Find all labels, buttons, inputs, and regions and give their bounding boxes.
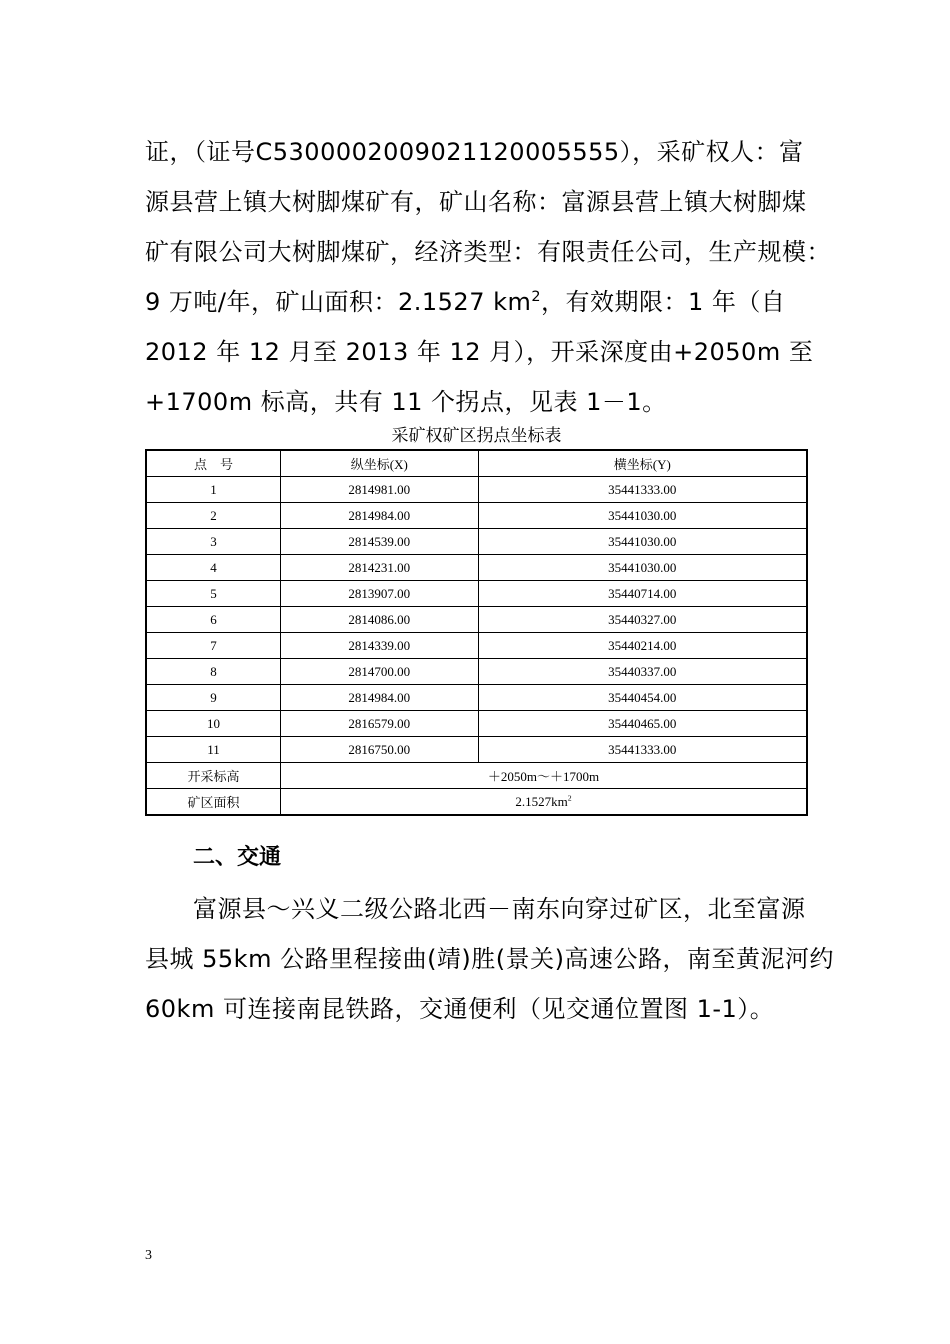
- area-label: 矿区面积: [146, 789, 281, 816]
- section-heading-transport: 二、交通: [193, 845, 282, 870]
- header-y: 横坐标(Y): [478, 450, 807, 477]
- x-coordinate: 2814700.00: [281, 659, 478, 685]
- x-coordinate: 2816750.00: [281, 737, 478, 763]
- table-row: [146, 555, 807, 581]
- area-superscript: 2: [567, 793, 572, 803]
- point-number: 7: [146, 633, 281, 659]
- table-row-elevation: [146, 763, 807, 789]
- header-point: 点 号: [146, 450, 281, 477]
- text-line-area: [145, 277, 810, 327]
- y-coordinate: 35441030.00: [478, 555, 807, 581]
- table-row: [146, 477, 807, 503]
- page-number: 3: [145, 1248, 152, 1263]
- elevation-value: ＋2050m～＋1700m: [281, 763, 807, 789]
- x-coordinate: 2813907.00: [281, 581, 478, 607]
- text-line: 矿有限公司大树脚煤矿，经济类型：有限责任公司，生产规模：: [145, 238, 831, 266]
- coordinate-table: [145, 449, 808, 816]
- text-line: 证，（证号C5300002009021120005555），采矿权人：富: [145, 138, 804, 166]
- text-line: 2012 年 12 月至 2013 年 12 月），开采深度由+2050m 至: [145, 338, 814, 366]
- table-row: [146, 581, 807, 607]
- text-segment: ，有效期限：1 年（自: [541, 288, 786, 316]
- y-coordinate: 35440327.00: [478, 607, 807, 633]
- y-coordinate: 35441333.00: [478, 737, 807, 763]
- y-coordinate: 35440714.00: [478, 581, 807, 607]
- table-row: [146, 529, 807, 555]
- point-number: 5: [146, 581, 281, 607]
- header-x: 纵坐标(X): [281, 450, 478, 477]
- text-line: 60km 可连接南昆铁路，交通便利（见交通位置图 1-1）。: [145, 995, 775, 1023]
- y-coordinate: 35441333.00: [478, 477, 807, 503]
- y-coordinate: 35440454.00: [478, 685, 807, 711]
- x-coordinate: 2814984.00: [281, 503, 478, 529]
- x-coordinate: 2814539.00: [281, 529, 478, 555]
- y-coordinate: 35441030.00: [478, 503, 807, 529]
- table-row: [146, 685, 807, 711]
- point-number: 4: [146, 555, 281, 581]
- table-row: [146, 503, 807, 529]
- text-line: +1700m 标高，共有 11 个拐点，见表 1－1。: [145, 388, 667, 416]
- point-number: 11: [146, 737, 281, 763]
- point-number: 6: [146, 607, 281, 633]
- text-line: 富源县～兴义二级公路北西－南东向穿过矿区，北至富源: [193, 895, 806, 923]
- area-number: 2.1527km: [515, 793, 568, 809]
- paragraph-mining-license: [145, 127, 831, 427]
- point-number: 1: [146, 477, 281, 503]
- point-number: 9: [146, 685, 281, 711]
- table-row: [146, 633, 807, 659]
- table-header-row: [146, 450, 807, 477]
- text-line: 源县营上镇大树脚煤矿有，矿山名称：富源县营上镇大树脚煤: [145, 188, 807, 216]
- point-number: 10: [146, 711, 281, 737]
- area-value: [281, 789, 807, 816]
- table-caption: 采矿权矿区拐点坐标表: [391, 426, 562, 446]
- table-row-area: [146, 789, 807, 816]
- table-row: [146, 607, 807, 633]
- point-number: 2: [146, 503, 281, 529]
- paragraph-transport: [145, 884, 835, 1034]
- y-coordinate: 35440465.00: [478, 711, 807, 737]
- x-coordinate: 2814339.00: [281, 633, 478, 659]
- y-coordinate: 35440214.00: [478, 633, 807, 659]
- y-coordinate: 35441030.00: [478, 529, 807, 555]
- text-line: 县城 55km 公路里程接曲(靖)胜(景关)高速公路，南至黄泥河约: [145, 945, 835, 973]
- x-coordinate: 2814086.00: [281, 607, 478, 633]
- x-coordinate: 2816579.00: [281, 711, 478, 737]
- text-segment: 9 万吨/年，矿山面积：2.1527 km: [145, 288, 532, 316]
- point-number: 8: [146, 659, 281, 685]
- table-row: [146, 711, 807, 737]
- table-row: [146, 737, 807, 763]
- superscript: 2: [531, 289, 542, 305]
- point-number: 3: [146, 529, 281, 555]
- y-coordinate: 35440337.00: [478, 659, 807, 685]
- elevation-label: 开采标高: [146, 763, 281, 789]
- x-coordinate: 2814984.00: [281, 685, 478, 711]
- table-row: [146, 659, 807, 685]
- x-coordinate: 2814981.00: [281, 477, 478, 503]
- x-coordinate: 2814231.00: [281, 555, 478, 581]
